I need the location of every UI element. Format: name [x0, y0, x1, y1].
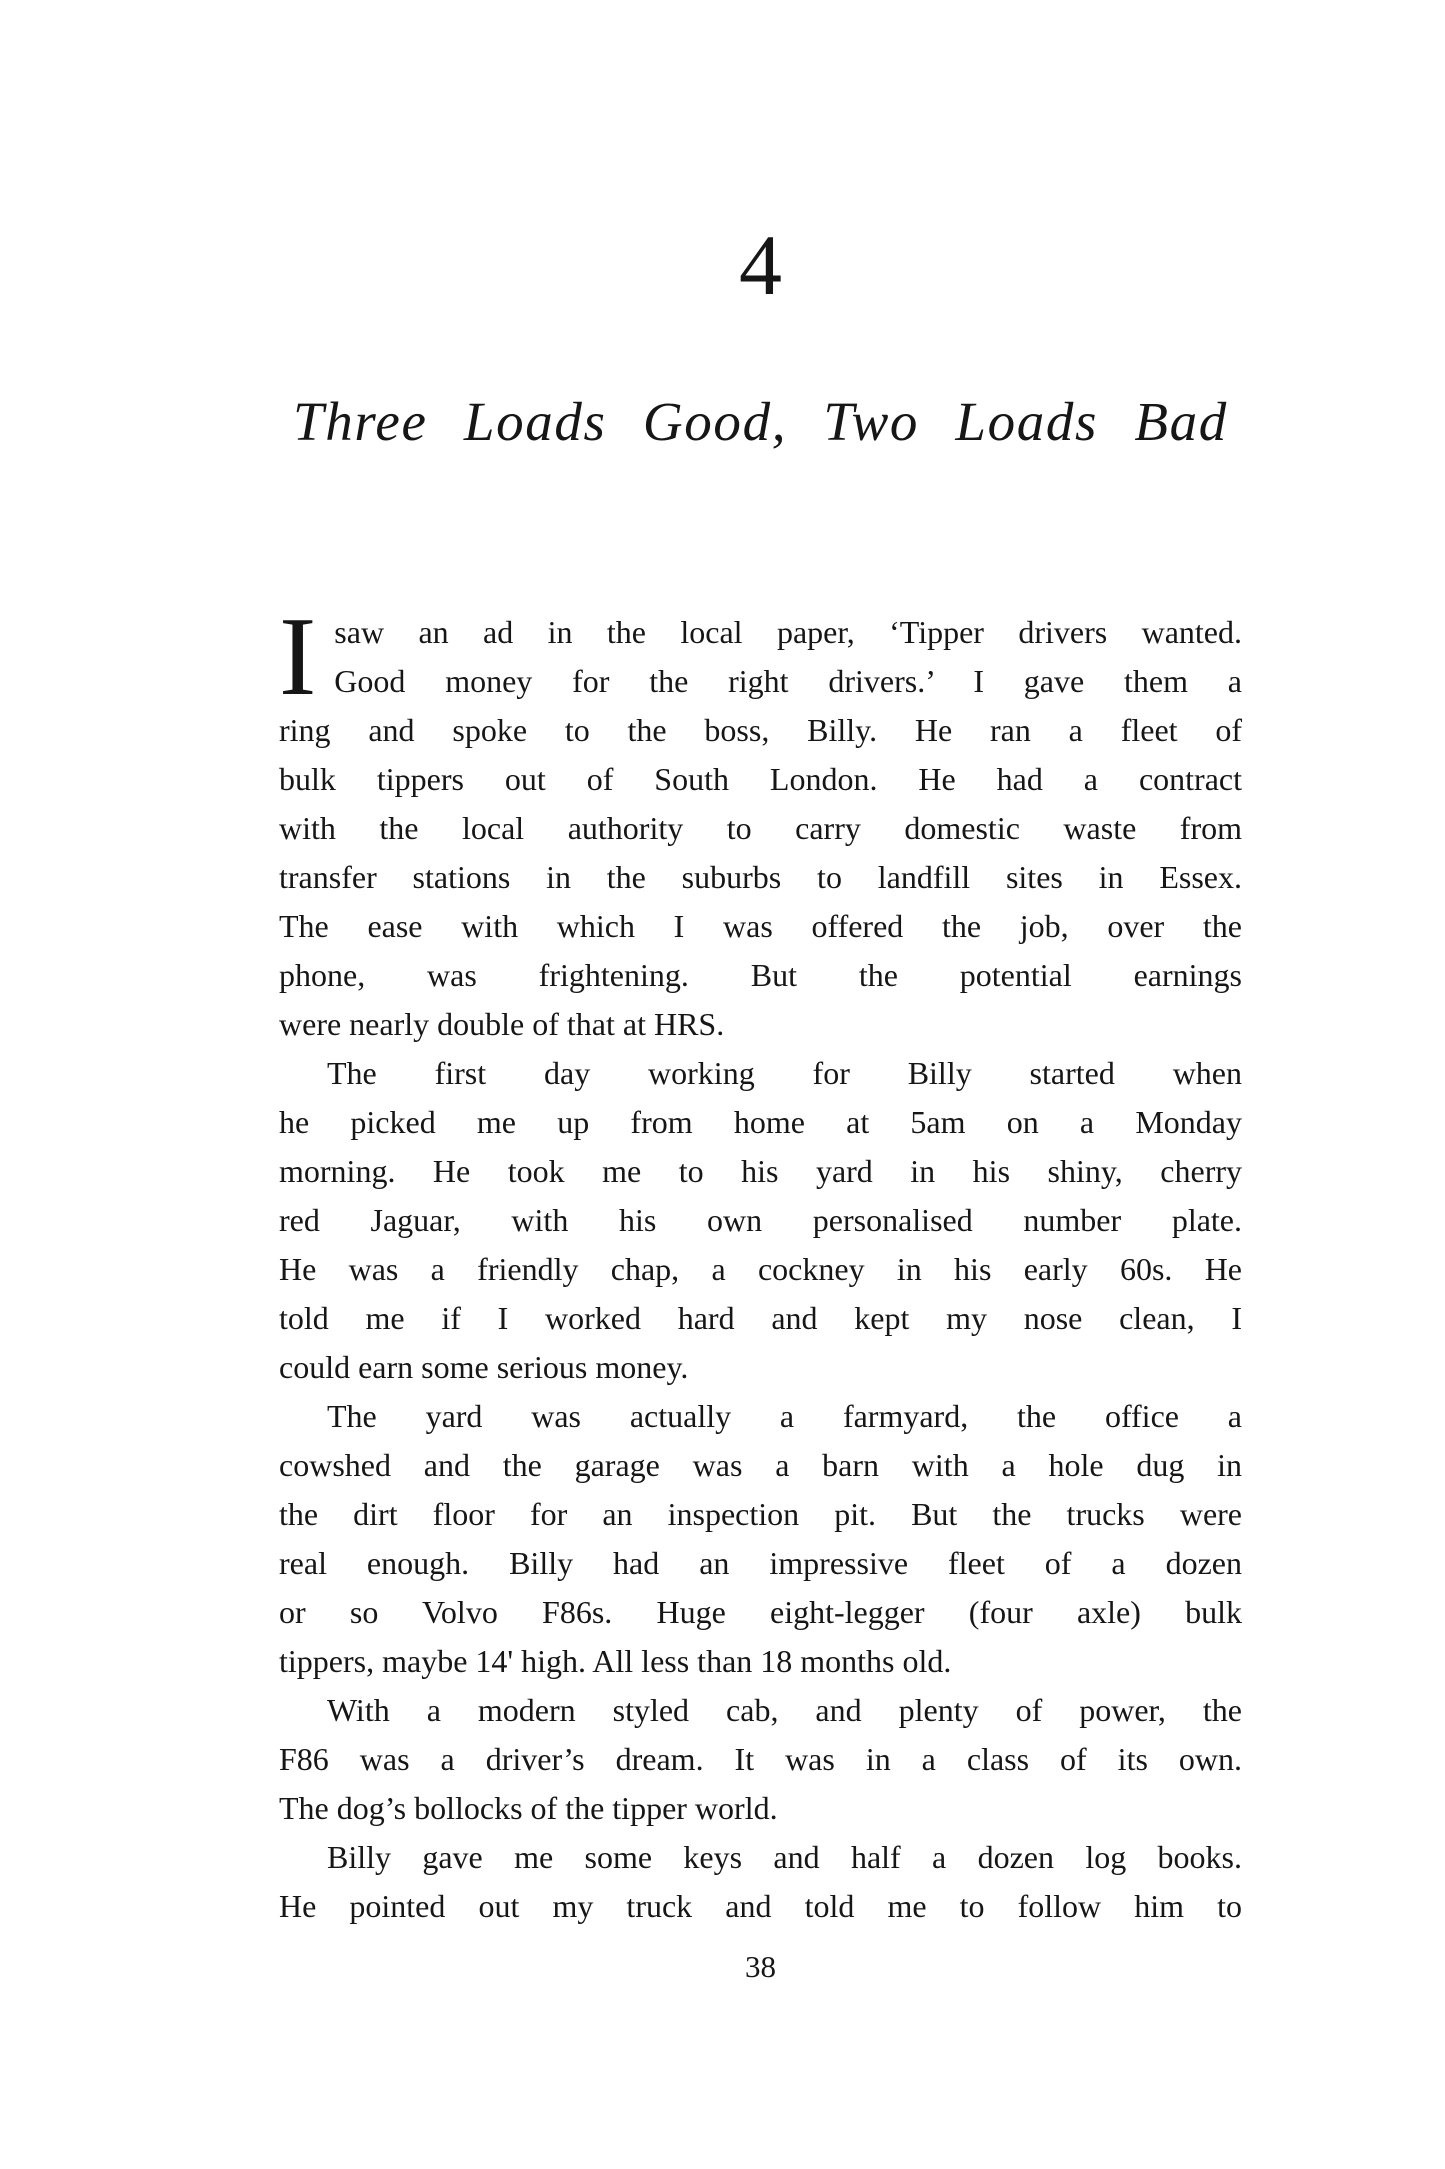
- paragraph: [279, 1686, 1242, 1833]
- text-line: saw an ad in the local paper, ‘Tipper drivers wanted.: [334, 614, 1242, 650]
- text-line: Good money for the right drivers.’ I gave them a: [334, 663, 1242, 699]
- text-line: could earn some serious money.: [279, 1349, 689, 1385]
- text-line: the dirt floor for an inspection pit. But the trucks were: [279, 1496, 1242, 1532]
- text-line: The yard was actually a farmyard, the office a: [327, 1398, 1242, 1434]
- drop-cap: I: [279, 595, 317, 719]
- text-line: He was a friendly chap, a cockney in his early 60s. He: [279, 1251, 1242, 1287]
- text-line: or so Volvo F86s. Huge eight-legger (four axle) bulk: [279, 1594, 1242, 1630]
- text-line: With a modern styled cab, and plenty of power, the: [327, 1692, 1242, 1728]
- text-line: He pointed out my truck and told me to follow him to: [279, 1888, 1242, 1924]
- text-line: real enough. Billy had an impressive fleet of a dozen: [279, 1545, 1242, 1581]
- text-line: he picked me up from home at 5am on a Monday: [279, 1104, 1242, 1140]
- chapter-title: Three Loads Good, Two Loads Bad: [293, 391, 1228, 452]
- text-line: tippers, maybe 14' high. All less than 18 months old.: [279, 1643, 952, 1679]
- text-line: cowshed and the garage was a barn with a hole dug in: [279, 1447, 1242, 1483]
- text-line: were nearly double of that at HRS.: [279, 1006, 725, 1042]
- text-line: F86 was a driver’s dream. It was in a class of its own.: [279, 1741, 1242, 1777]
- text-line: phone, was frightening. But the potential earnings: [279, 957, 1242, 993]
- paragraph: [279, 595, 1242, 1049]
- text-line: The ease with which I was offered the job, over the: [279, 908, 1242, 944]
- text-line: Billy gave me some keys and half a dozen log books.: [327, 1839, 1242, 1875]
- text-line: The first day working for Billy started when: [327, 1055, 1242, 1091]
- paragraph: [279, 1049, 1242, 1392]
- text-line: morning. He took me to his yard in his shiny, cherry: [279, 1153, 1242, 1189]
- text-line: red Jaguar, with his own personalised number plate.: [279, 1202, 1242, 1238]
- chapter-number: 4: [739, 217, 782, 313]
- body-text: [279, 595, 1242, 1931]
- text-line: transfer stations in the suburbs to landfill sites in Essex.: [279, 859, 1242, 895]
- page-number: 38: [745, 1949, 776, 1984]
- text-line: bulk tippers out of South London. He had a contract: [279, 761, 1242, 797]
- text-line: told me if I worked hard and kept my nose clean, I: [279, 1300, 1242, 1336]
- text-line: ring and spoke to the boss, Billy. He ran a fleet of: [279, 712, 1242, 748]
- text-line: The dog’s bollocks of the tipper world.: [279, 1790, 778, 1826]
- text-line: with the local authority to carry domestic waste from: [279, 810, 1242, 846]
- paragraph: [279, 1392, 1242, 1686]
- paragraph: [279, 1833, 1242, 1931]
